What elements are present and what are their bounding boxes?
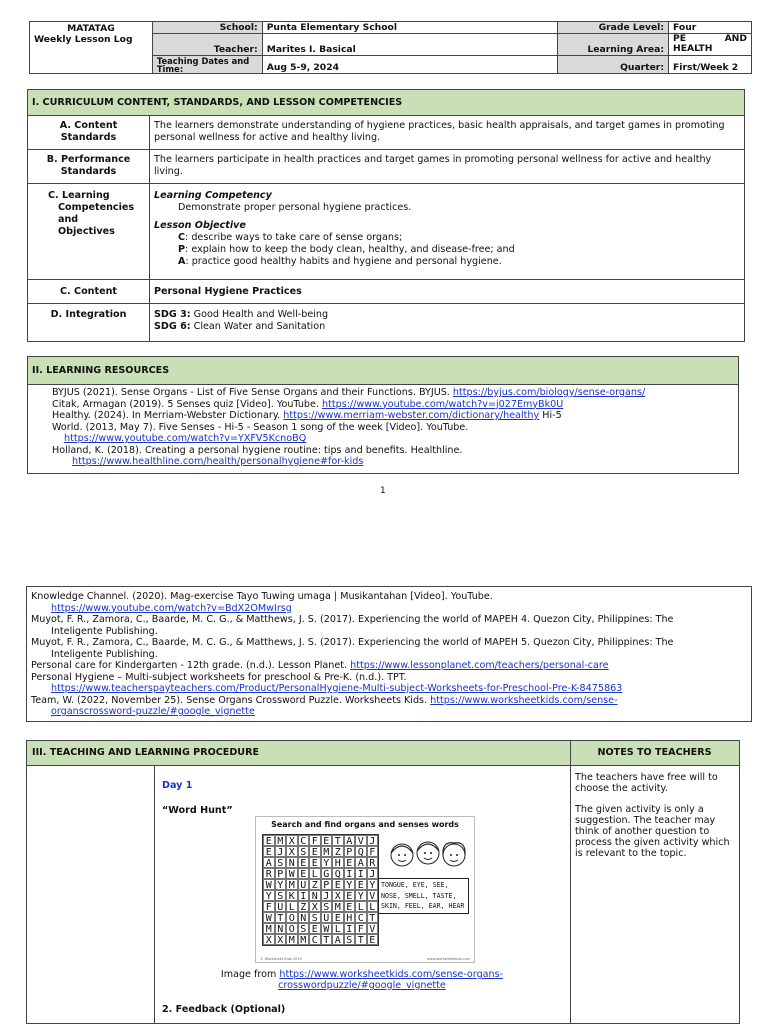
word-search-letter: C [298, 835, 310, 846]
word-search-letter: X [275, 934, 287, 945]
ref-10-link-line [31, 683, 747, 695]
image-from-label: Image from [220, 969, 280, 980]
page-number: 1 [380, 486, 386, 496]
image-source [162, 969, 562, 991]
word-search-letter: T [367, 912, 379, 923]
ref-4-text: World. (2013, May 7). Five Senses - Hi-5 - Season 1 song of the week [Video]. YouTube. [52, 421, 469, 433]
word-list-box [378, 878, 469, 914]
word-search-letter: C [355, 912, 367, 923]
word-search-letter: S [275, 857, 287, 868]
log-title-cell [30, 22, 153, 74]
word-search-letter: P [344, 846, 356, 857]
content-text: Personal Hygiene Practices [150, 280, 745, 304]
word-search-letter: Y [344, 879, 356, 890]
area-value-3: HEALTH [673, 43, 713, 54]
word-search-letter: A [355, 857, 367, 868]
word-search-letter: V [355, 835, 367, 846]
word-search-letter: S [298, 923, 310, 934]
word-search-letter: X [309, 901, 321, 912]
ref-4 [52, 422, 734, 434]
word-search-letter: J [367, 835, 379, 846]
word-search-letter: Q [332, 868, 344, 879]
word-search-letter: X [286, 835, 298, 846]
word-list-3: SKIN, FEEL, EAR, HEAR [381, 902, 465, 910]
word-search-letter: W [263, 912, 275, 923]
sdg6-text: Clean Water and Sanitation [190, 321, 326, 332]
ref-7-cont: Inteligente Publishing. [51, 625, 158, 637]
ref-5-text: Holland, K. (2018). Creating a personal hygiene routine: tips and benefits. Healthline. [52, 444, 463, 456]
school-label: School: [152, 22, 262, 34]
grade-label: Grade Level: [558, 22, 669, 34]
word-search-letter: U [321, 912, 333, 923]
ref-1-text: BYJUS (2021). Sense Organs - List of Five Sense Organs and their Functions. BYJUS. [52, 387, 453, 398]
word-search-grid [262, 834, 379, 946]
content-standards-label-2: Standards [60, 132, 117, 143]
dates-label-1: Teaching Dates and [156, 56, 250, 66]
notes-text [575, 772, 735, 859]
word-search-letter: G [321, 868, 333, 879]
section1-title: I. CURRICULUM CONTENT, STANDARDS, AND LESSON COMPETENCIES [28, 90, 745, 116]
ref-4-link[interactable]: https://www.youtube.com/watch?v=YXFV5KcnoBQ [64, 433, 307, 444]
integration-cell [150, 304, 745, 342]
feedback-label: 2. Feedback (Optional) [162, 1004, 286, 1015]
word-search-letter: E [321, 835, 333, 846]
area-label: Learning Area: [558, 34, 669, 56]
image-source-line-2 [162, 980, 562, 991]
word-search-letter: E [344, 901, 356, 912]
ref-9 [31, 660, 747, 672]
word-search-letter: L [286, 901, 298, 912]
note-2: The given activity is only a suggestion. The teacher may think of another question to process the given activity which is relevant to the topic. [575, 804, 730, 859]
ref-6-link-line [31, 603, 747, 615]
word-search-letter: Z [309, 879, 321, 890]
word-search-letter: O [286, 923, 298, 934]
ref-9-text: Personal care for Kindergarten - 12th grade. (n.d.). Lesson Planet. [31, 660, 351, 671]
word-search-letter: F [309, 835, 321, 846]
competencies-label-1: C. Learning [48, 190, 110, 201]
word-search-letter: X [263, 934, 275, 945]
word-search-letter: H [344, 912, 356, 923]
objective-p-text: : explain how to keep the body clean, healthy, and disease-free; and [185, 244, 515, 255]
ref-10-link[interactable]: https://www.teacherspayteachers.com/Product/PersonalHygiene-Multi-subject-Worksheets-for-Preschool-Pre-K-8475863 [51, 683, 623, 694]
section2-title: II. LEARNING RESOURCES [28, 357, 739, 385]
children-drawing-icon [386, 837, 470, 881]
competencies-label-2: Competencies [58, 202, 135, 213]
activity-title: “Word Hunt” [162, 805, 233, 816]
sdg3 [154, 309, 740, 321]
word-search-letter: Q [355, 846, 367, 857]
word-search-letter: E [298, 868, 310, 879]
competencies-cell [150, 184, 745, 280]
ref-6: Knowledge Channel. (2020). Mag-exercise Tayo Tuwing umaga | Musikantahan [Video]. YouTube. [31, 591, 493, 602]
worksheet-title: Search and find organs and senses words [271, 820, 459, 829]
image-link-2[interactable]: crosswordpuzzle/#google_vignette [278, 980, 446, 991]
worksheet-footer-left: © Worksheet Kids 2019 [260, 957, 302, 961]
word-search-letter: S [309, 912, 321, 923]
word-search-letter: R [367, 857, 379, 868]
objective-p-key: P [178, 244, 186, 255]
word-search-letter: X [332, 890, 344, 901]
objective-c-text: : describe ways to take care of sense organs; [185, 232, 403, 243]
word-search-letter: U [275, 901, 287, 912]
content-label: C. Content [28, 280, 150, 304]
word-search-letter: M [286, 934, 298, 945]
word-search-letter: F [355, 923, 367, 934]
word-search-letter: L [367, 901, 379, 912]
word-search-letter: M [275, 835, 287, 846]
left-divider [154, 765, 155, 1023]
sdg3-text: Good Health and Well-being [190, 309, 329, 320]
word-search-letter: E [263, 846, 275, 857]
ref-11-link-1[interactable]: https://www.worksheetkids.com/sense- [430, 694, 618, 706]
content-standards-text: The learners demonstrate understanding of hygiene practices, basic health appraisals, and target games in promoting personal wellness for active and healthy living. [150, 116, 745, 150]
word-search-letter: Z [298, 901, 310, 912]
word-search-letter: Y [321, 857, 333, 868]
word-search-letter: E [344, 890, 356, 901]
ref-10: Personal Hygiene – Multi-subject worksheets for preschool & Pre-K. (n.d.). TPT. [31, 671, 407, 683]
word-search-letter: E [355, 879, 367, 890]
word-search-letter: S [275, 890, 287, 901]
section3-title: III. TEACHING AND LEARNING PROCEDURE [32, 747, 260, 758]
area-value-2: AND [724, 33, 747, 44]
objective-p [154, 244, 740, 256]
ref-11 [31, 695, 747, 707]
word-search-letter: C [309, 934, 321, 945]
image-link-1[interactable]: https://www.worksheetkids.com/sense-organs- [279, 969, 504, 980]
word-search-letter: H [332, 857, 344, 868]
performance-standards-label-1: B. Performance [46, 154, 131, 165]
ref-6-link[interactable]: https://www.youtube.com/watch?v=BdX2OMwIrsg [51, 602, 292, 614]
procedure-table [26, 740, 740, 1024]
objective-c [154, 232, 740, 244]
page2-references [26, 586, 752, 722]
dates-value: Aug 5-9, 2024 [262, 56, 557, 74]
word-search-letter: N [275, 923, 287, 934]
word-search-letter: A [263, 857, 275, 868]
teacher-value: Marites I. Basical [262, 34, 557, 56]
notes-title: NOTES TO TEACHERS [597, 747, 712, 758]
word-search-letter: T [355, 934, 367, 945]
competency-title: Learning Competency [154, 190, 272, 201]
ref-8: Muyot, F. R., Zamora, C., Baarde, M. C. G., & Matthews, J. S. (2017). Experiencing the world of MAPEH 5. Quezon City, Philippines: The [31, 637, 674, 648]
ref-11-text: Team, W. (2022, November 25). Sense Organs Crossword Puzzle. Worksheets Kids. [31, 694, 431, 706]
word-search-letter: T [332, 835, 344, 846]
word-search-letter: S [298, 846, 310, 857]
word-search-letter: Y [355, 890, 367, 901]
competencies-label-3: and [58, 214, 79, 225]
ref-3-tail: Hi-5 [539, 410, 562, 421]
ref-2-link[interactable]: https://www.youtube.com/watch?v=j027EmyBk0U [322, 398, 564, 410]
word-search-letter: E [309, 846, 321, 857]
notes-divider [570, 741, 571, 1023]
grade-value: Four [669, 22, 752, 34]
teacher-label: Teacher: [152, 34, 262, 56]
word-search-letter: O [286, 912, 298, 923]
resources-list [28, 385, 739, 474]
word-search-letter: W [263, 879, 275, 890]
dates-label-2: Time: [156, 64, 184, 74]
objective-a [154, 256, 740, 268]
ref-9-link[interactable]: https://www.lessonplanet.com/teachers/personal-care [350, 660, 609, 671]
word-search-letter: T [275, 912, 287, 923]
objective-c-key: C [178, 232, 186, 243]
note-1: The teachers have free will to choose the activity. [575, 772, 718, 794]
ref-1-link[interactable]: https://byjus.com/biology/sense-organs/ [452, 387, 646, 398]
day-label: Day 1 [162, 780, 193, 791]
word-search-letter: L [332, 923, 344, 934]
performance-standards-label [28, 150, 150, 184]
ref-7: Muyot, F. R., Zamora, C., Baarde, M. C. G., & Matthews, J. S. (2017). Experiencing the world of MAPEH 4. Quezon City, Philippines: The [31, 614, 674, 625]
header-table [29, 21, 752, 74]
word-search-letter: T [321, 934, 333, 945]
content-standards-label-1: A. Content [59, 120, 118, 131]
word-search-letter: N [309, 890, 321, 901]
word-search-letter: Y [263, 890, 275, 901]
word-search-letter: M [298, 934, 310, 945]
word-search-letter: P [321, 879, 333, 890]
word-search-letter: R [263, 868, 275, 879]
word-search-letter: J [321, 890, 333, 901]
ref-11-link-line [31, 706, 747, 718]
objective-title: Lesson Objective [154, 220, 246, 231]
ref-2-text: Citak, Armagan (2019). 5 Senses quiz [Video]. YouTube. [52, 398, 322, 410]
word-search-letter: E [344, 857, 356, 868]
sdg3-key: SDG 3: [154, 309, 191, 320]
word-search-letter: I [344, 868, 356, 879]
word-search-letter: E [309, 923, 321, 934]
word-search-letter: E [309, 857, 321, 868]
sdg6-key: SDG 6: [154, 321, 191, 332]
word-search-letter: U [298, 879, 310, 890]
word-search-letter: M [263, 923, 275, 934]
performance-standards-label-2: Standards [60, 166, 117, 177]
image-source-line-1 [162, 969, 562, 980]
word-search-letter: X [286, 846, 298, 857]
word-search-letter: W [321, 923, 333, 934]
word-search-letter: S [321, 901, 333, 912]
ref-2 [52, 399, 734, 411]
word-search-letter: W [286, 868, 298, 879]
log-title-2: Weekly Lesson Log [34, 34, 133, 45]
word-search-letter: E [298, 857, 310, 868]
ref-5 [52, 445, 734, 457]
word-search-letter: Y [367, 879, 379, 890]
word-search-letter: F [263, 901, 275, 912]
resources-table [27, 356, 739, 474]
word-list-2: NOSE, SMELL, TASTE, [381, 891, 457, 900]
word-search-letter: M [321, 846, 333, 857]
word-search-letter: L [309, 868, 321, 879]
word-search-letter: Z [332, 846, 344, 857]
dates-label [152, 56, 262, 74]
word-search-letter: S [344, 934, 356, 945]
word-search-letter: J [367, 868, 379, 879]
word-search-letter: A [332, 934, 344, 945]
word-search-letter: N [286, 857, 298, 868]
worksheet-footer-right: www.worksheetkids.com [426, 957, 470, 961]
word-search-letter: A [344, 835, 356, 846]
ref-4-link-line [52, 433, 734, 445]
quarter-label: Quarter: [558, 56, 669, 74]
ref-5-link-line [52, 456, 734, 468]
ref-3-text: Healthy. (2024). In Merriam-Webster Dictionary. [52, 410, 284, 421]
objective-a-text: : practice good healthy habits and hygiene and personal hygiene. [185, 256, 502, 267]
area-value [669, 34, 752, 56]
word-search-letter: J [275, 846, 287, 857]
quarter-value: First/Week 2 [669, 56, 752, 74]
area-value-1: PE [673, 33, 687, 44]
log-title-1: MATATAG [67, 23, 115, 34]
word-search-letter: L [355, 901, 367, 912]
ref-1 [52, 387, 734, 399]
word-search-letter: I [298, 890, 310, 901]
word-search-letter: M [286, 879, 298, 890]
word-search-letter: M [332, 901, 344, 912]
curriculum-table [27, 89, 745, 342]
competencies-label [28, 184, 150, 280]
school-value: Punta Elementary School [262, 22, 557, 34]
competencies-label-4: Objectives [58, 226, 115, 237]
performance-standards-text: The learners participate in health practices and target games in promoting personal wellness for active and healthy living. [150, 150, 745, 184]
objective-a-key: A [178, 256, 186, 267]
competency-text: Demonstrate proper personal hygiene practices. [178, 202, 412, 213]
word-search-letter: P [275, 868, 287, 879]
word-search-letter: E [367, 934, 379, 945]
word-search-letter: I [344, 923, 356, 934]
word-search-letter: Y [275, 879, 287, 890]
word-search-letter: E [332, 912, 344, 923]
ref-11-link-2[interactable]: organscrossword-puzzle/#google_vignette [51, 706, 255, 717]
word-search-letter: E [263, 835, 275, 846]
word-list-1: TONGUE, EYE, SEE, [381, 881, 449, 889]
word-search-letter: V [367, 890, 379, 901]
word-search-letter: F [367, 846, 379, 857]
word-search-letter: E [332, 879, 344, 890]
word-search-letter: N [298, 912, 310, 923]
word-search-letter: V [367, 923, 379, 934]
integration-label: D. Integration [28, 304, 150, 342]
word-search-letter: K [286, 890, 298, 901]
ref-3 [52, 410, 734, 422]
ref-5-link[interactable]: https://www.healthline.com/health/personalhygiene#for-kids [72, 456, 364, 467]
sdg6 [154, 321, 740, 333]
ref-3-link[interactable]: https://www.merriam-webster.com/dictionary/healthy [283, 410, 540, 421]
word-search-worksheet [255, 816, 475, 963]
content-standards-label [28, 116, 150, 150]
word-search-letter: I [355, 868, 367, 879]
ref-8-cont: Inteligente Publishing. [51, 648, 158, 660]
